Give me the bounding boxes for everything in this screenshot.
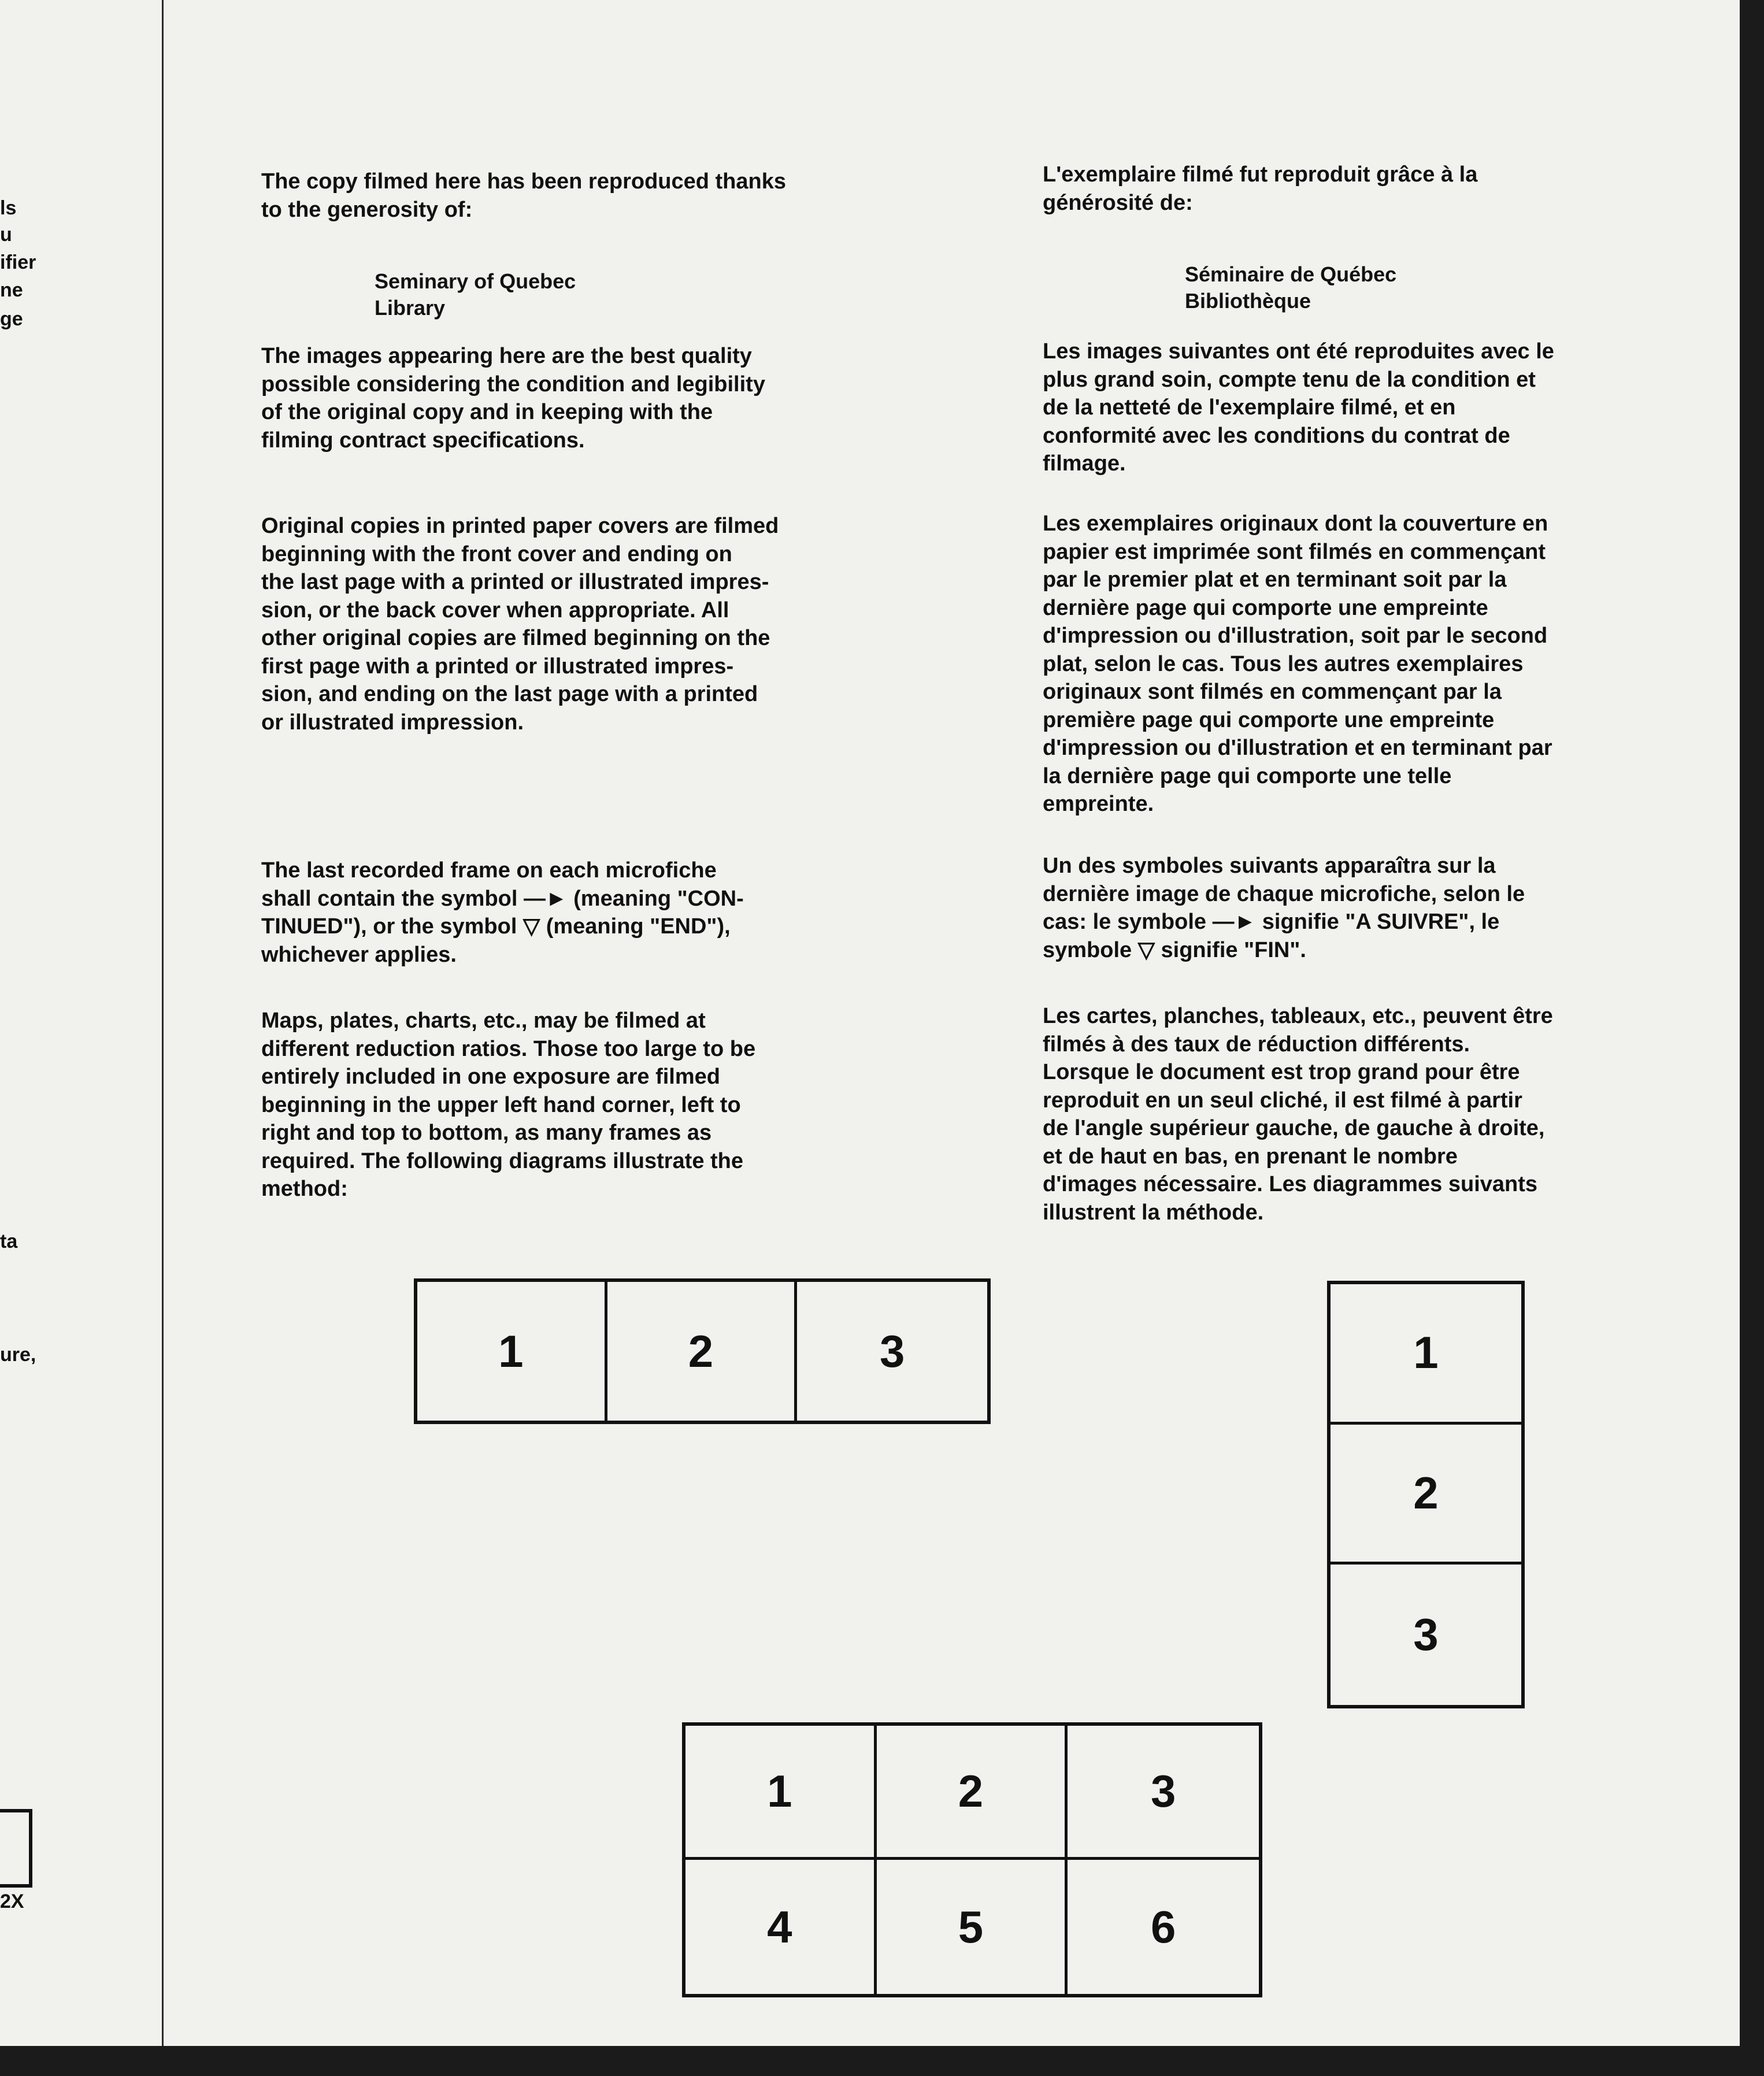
previous-page-fragment: ifier: [0, 251, 36, 273]
english-covers-note: Original copies in printed paper covers are filmed beginning with the front cover and ending on the last page with a printed or illustrated impres- sion, or the back cover when appropriate. All other original copies are filmed beginning on the first page with a printed or illustrated impres- sion, and ending on the last page with a printed or illustrated impression.: [261, 514, 779, 735]
french-quality-note: Les images suivantes ont été reproduites avec le plus grand soin, compte tenu de la condition et de la netteté de l'exemplaire filmé, et en conformité avec les conditions du contrat de filmage.: [1043, 339, 1554, 476]
previous-page-fragment: ta: [0, 1230, 18, 1252]
previous-page-fragment: ge: [0, 308, 23, 330]
frame-cell: 1: [685, 1726, 877, 1860]
horizontal-frame-diagram: [414, 1278, 991, 1424]
previous-page-fragment: u: [0, 224, 12, 246]
previous-page-fragment: 2X: [0, 1890, 24, 1912]
frame-cell: 6: [1150, 1901, 1176, 1952]
french-credit: Séminaire de Québec Bibliothèque: [1185, 262, 1397, 313]
dark-right-edge: [1740, 0, 1764, 2076]
french-symbols-note: Un des symboles suivants apparaîtra sur la dernière image de chaque microfiche, selon le cas: le symbole —► signifie "A SUIVRE", le symbole ▽ signifie "FIN".: [1043, 854, 1525, 962]
frame-cell: 2: [1331, 1425, 1521, 1565]
english-intro: The copy filmed here has been reproduced thanks to the generosity of:: [261, 169, 787, 222]
frame-cell: 5: [877, 1860, 1068, 1994]
english-quality-note: The images appearing here are the best quality possible considering the condition and legibility of the original copy and in keeping with the filming contract specifications.: [261, 344, 765, 453]
frame-cell: 3: [879, 1325, 905, 1377]
frame-cell: 2: [607, 1282, 798, 1421]
previous-page-fragment: ls: [0, 197, 17, 219]
previous-page-box-fragment: [0, 1809, 32, 1888]
french-intro: L'exemplaire filmé fut reproduit grâce à la générosité de:: [1043, 162, 1478, 215]
frame-cell: 4: [685, 1860, 877, 1994]
french-maps-note: Les cartes, planches, tableaux, etc., peuvent être filmés à des taux de réduction différents. Lorsque le document est trop grand pour être reproduit en un seul cliché, il est filmé à partir de l'angle supérieur gauche, de gauche à droite, et de haut en bas, en prenant le nombre d'images nécessaire. Les diagrammes suivants illustrent la méthode.: [1043, 1004, 1553, 1225]
previous-page-fragment: ne: [0, 279, 23, 301]
previous-page-fragment: ure,: [0, 1344, 36, 1366]
english-credit: Seminary of Quebec Library: [375, 269, 576, 320]
fold-line: [162, 0, 164, 2046]
french-covers-note: Les exemplaires originaux dont la couverture en papier est imprimée sont filmés en commençant par le premier plat et en terminant soit par la dernière page qui comporte une empreinte d'impression ou d'illustration, soit par le second plat, selon le cas. Tous les autres exemplaires originaux sont filmés en commençant par la première page qui comporte une empreinte d'impression ou d'illustration et en terminant par la dernière page qui comporte une telle empreinte.: [1043, 511, 1552, 816]
frame-cell: 1: [1331, 1284, 1521, 1425]
frame-cell: 2: [877, 1726, 1068, 1860]
vertical-frame-diagram: [1327, 1281, 1525, 1708]
frame-cell: 3: [1413, 1609, 1439, 1660]
frame-cell: 1: [417, 1282, 607, 1421]
frame-cell: 3: [1068, 1726, 1259, 1860]
dark-bottom-band: [0, 2046, 1764, 2076]
grid-frame-diagram: [682, 1722, 1262, 1997]
english-symbols-note: The last recorded frame on each microfiche shall contain the symbol —► (meaning "CON- TINUED"), or the symbol ▽ (meaning "END"), whichever applies.: [261, 858, 744, 967]
english-maps-note: Maps, plates, charts, etc., may be filmed at different reduction ratios. Those too large to be entirely included in one exposure are filmed beginning in the upper left hand corner, left to right and top to bottom, as many frames as required. The following diagrams illustrate the method:: [261, 1009, 756, 1201]
